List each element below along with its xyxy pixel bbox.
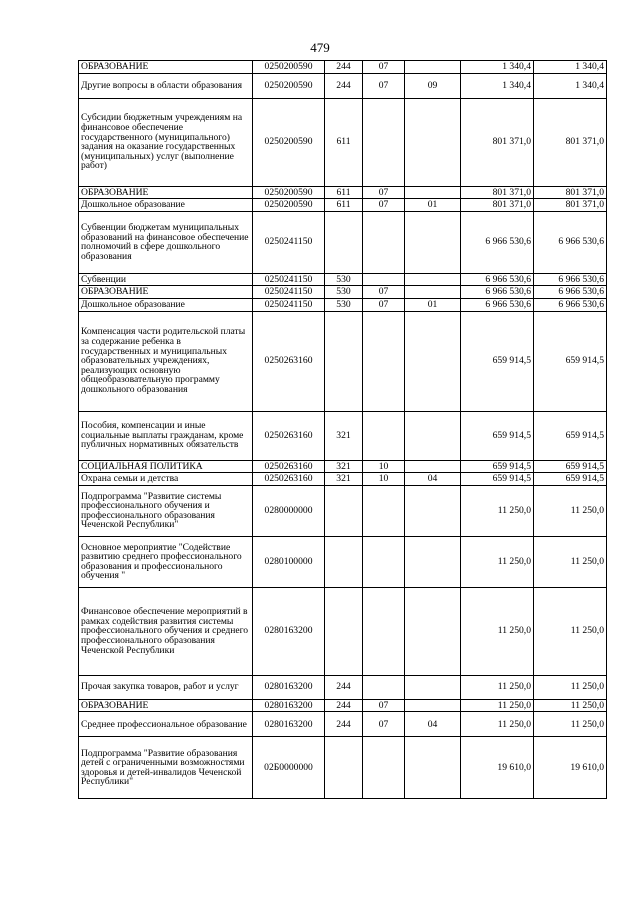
expense-type-cell: 244: [325, 61, 363, 74]
expense-type-cell: 244: [325, 712, 363, 737]
section-cell: 10: [363, 460, 405, 473]
amount-year2-cell: 19 610,0: [534, 737, 607, 799]
section-cell: 07: [363, 199, 405, 212]
table-row: [79, 273, 607, 286]
amount-year2-cell: 801 371,0: [534, 199, 607, 212]
section-cell: [363, 311, 405, 411]
subsection-cell: 09: [405, 73, 461, 98]
expense-type-cell: [325, 485, 363, 536]
target-article-cell: 0250241150: [253, 211, 325, 273]
target-article-cell: 0280163200: [253, 587, 325, 675]
target-article-cell: 0280163200: [253, 675, 325, 699]
amount-year2-cell: 659 914,5: [534, 460, 607, 473]
subsection-cell: [405, 675, 461, 699]
item-name-cell: СОЦИАЛЬНАЯ ПОЛИТИКА: [79, 460, 253, 473]
amount-year1-cell: 801 371,0: [461, 199, 534, 212]
amount-year1-cell: 659 914,5: [461, 460, 534, 473]
section-cell: 07: [363, 286, 405, 299]
target-article-cell: 02Б0000000: [253, 737, 325, 799]
table-row: [79, 211, 607, 273]
amount-year1-cell: 11 250,0: [461, 699, 534, 712]
table-row: [79, 473, 607, 486]
table-row: [79, 199, 607, 212]
target-article-cell: 0250241150: [253, 273, 325, 286]
item-name-cell: ОБРАЗОВАНИЕ: [79, 286, 253, 299]
table-row: [79, 587, 607, 675]
item-name-cell: ОБРАЗОВАНИЕ: [79, 699, 253, 712]
item-name-cell: Другие вопросы в области образования: [79, 73, 253, 98]
amount-year1-cell: 11 250,0: [461, 536, 534, 587]
amount-year1-cell: 659 914,5: [461, 473, 534, 486]
expense-type-cell: [325, 737, 363, 799]
amount-year1-cell: 659 914,5: [461, 411, 534, 460]
subsection-cell: [405, 536, 461, 587]
amount-year2-cell: 801 371,0: [534, 98, 607, 186]
table-row: [79, 311, 607, 411]
amount-year2-cell: 11 250,0: [534, 536, 607, 587]
item-name-cell: ОБРАЗОВАНИЕ: [79, 61, 253, 74]
expense-type-cell: [325, 311, 363, 411]
table-row: [79, 73, 607, 98]
table-row: [79, 186, 607, 199]
subsection-cell: [405, 211, 461, 273]
table-row: [79, 699, 607, 712]
target-article-cell: 0250263160: [253, 311, 325, 411]
table-row: [79, 675, 607, 699]
subsection-cell: [405, 411, 461, 460]
expense-type-cell: 530: [325, 298, 363, 311]
subsection-cell: [405, 460, 461, 473]
table-row: [79, 411, 607, 460]
amount-year1-cell: 11 250,0: [461, 485, 534, 536]
item-name-cell: Подпрограмма "Развитие системы профессионального обучения и профессионального образования Чеченской Республики": [79, 485, 253, 536]
table-row: [79, 536, 607, 587]
expense-type-cell: 530: [325, 286, 363, 299]
amount-year2-cell: 6 966 530,6: [534, 211, 607, 273]
target-article-cell: 0250200590: [253, 73, 325, 98]
subsection-cell: [405, 485, 461, 536]
amount-year2-cell: 11 250,0: [534, 712, 607, 737]
item-name-cell: Подпрограмма "Развитие образования детей с ограниченными возможностями здоровья и детей-инвалидов Чеченской Республики": [79, 737, 253, 799]
amount-year2-cell: 6 966 530,6: [534, 298, 607, 311]
item-name-cell: ОБРАЗОВАНИЕ: [79, 186, 253, 199]
amount-year2-cell: 11 250,0: [534, 675, 607, 699]
amount-year1-cell: 6 966 530,6: [461, 273, 534, 286]
amount-year1-cell: 1 340,4: [461, 61, 534, 74]
section-cell: [363, 98, 405, 186]
section-cell: 07: [363, 61, 405, 74]
subsection-cell: [405, 61, 461, 74]
expense-type-cell: [325, 211, 363, 273]
expense-type-cell: [325, 536, 363, 587]
table-row: [79, 460, 607, 473]
target-article-cell: 0250263160: [253, 460, 325, 473]
budget-table: [78, 60, 607, 799]
amount-year2-cell: 1 340,4: [534, 73, 607, 98]
table-row: [79, 98, 607, 186]
item-name-cell: Среднее профессиональное образование: [79, 712, 253, 737]
item-name-cell: Прочая закупка товаров, работ и услуг: [79, 675, 253, 699]
section-cell: 07: [363, 699, 405, 712]
item-name-cell: Дошкольное образование: [79, 298, 253, 311]
expense-type-cell: [325, 587, 363, 675]
item-name-cell: Субвенции: [79, 273, 253, 286]
subsection-cell: [405, 98, 461, 186]
target-article-cell: 0250241150: [253, 298, 325, 311]
amount-year2-cell: 6 966 530,6: [534, 286, 607, 299]
table-row: [79, 61, 607, 74]
table-row: [79, 712, 607, 737]
amount-year1-cell: 11 250,0: [461, 675, 534, 699]
target-article-cell: 0250200590: [253, 186, 325, 199]
section-cell: 07: [363, 186, 405, 199]
section-cell: [363, 273, 405, 286]
subsection-cell: [405, 311, 461, 411]
amount-year1-cell: 801 371,0: [461, 186, 534, 199]
target-article-cell: 0280000000: [253, 485, 325, 536]
amount-year2-cell: 11 250,0: [534, 587, 607, 675]
amount-year1-cell: 801 371,0: [461, 98, 534, 186]
subsection-cell: [405, 186, 461, 199]
page-number: 479: [310, 40, 330, 55]
expense-type-cell: 611: [325, 186, 363, 199]
subsection-cell: [405, 587, 461, 675]
amount-year1-cell: 6 966 530,6: [461, 286, 534, 299]
subsection-cell: [405, 273, 461, 286]
target-article-cell: 0280100000: [253, 536, 325, 587]
table-row: [79, 286, 607, 299]
amount-year2-cell: 6 966 530,6: [534, 273, 607, 286]
expense-type-cell: 611: [325, 199, 363, 212]
item-name-cell: Дошкольное образование: [79, 199, 253, 212]
expense-type-cell: 244: [325, 73, 363, 98]
amount-year1-cell: 659 914,5: [461, 311, 534, 411]
section-cell: 07: [363, 712, 405, 737]
amount-year2-cell: 659 914,5: [534, 473, 607, 486]
table-row: [79, 298, 607, 311]
section-cell: 07: [363, 298, 405, 311]
expense-type-cell: 530: [325, 273, 363, 286]
section-cell: [363, 675, 405, 699]
section-cell: [363, 411, 405, 460]
amount-year1-cell: 6 966 530,6: [461, 211, 534, 273]
target-article-cell: 0280163200: [253, 712, 325, 737]
item-name-cell: Субвенции бюджетам муниципальных образований на финансовое обеспечение полномочий в сфере дошкольного образования: [79, 211, 253, 273]
subsection-cell: 04: [405, 712, 461, 737]
amount-year2-cell: 11 250,0: [534, 699, 607, 712]
target-article-cell: 0280163200: [253, 699, 325, 712]
budget-table-body: [79, 61, 607, 799]
section-cell: [363, 737, 405, 799]
amount-year1-cell: 11 250,0: [461, 712, 534, 737]
subsection-cell: [405, 737, 461, 799]
item-name-cell: Субсидии бюджетным учреждениям на финансовое обеспечение государственного (муниципального) задания на оказание государственных (муниципальных) услуг (выполнение работ): [79, 98, 253, 186]
expense-type-cell: 244: [325, 699, 363, 712]
section-cell: 10: [363, 473, 405, 486]
item-name-cell: Основное мероприятие "Содействие развитию среднего профессионального образования и профессионального обучения ": [79, 536, 253, 587]
section-cell: [363, 536, 405, 587]
section-cell: [363, 587, 405, 675]
subsection-cell: 01: [405, 199, 461, 212]
target-article-cell: 0250200590: [253, 98, 325, 186]
item-name-cell: Охрана семьи и детства: [79, 473, 253, 486]
amount-year2-cell: 801 371,0: [534, 186, 607, 199]
expense-type-cell: 244: [325, 675, 363, 699]
target-article-cell: 0250263160: [253, 473, 325, 486]
expense-type-cell: 321: [325, 411, 363, 460]
expense-type-cell: 321: [325, 460, 363, 473]
amount-year1-cell: 11 250,0: [461, 587, 534, 675]
item-name-cell: Финансовое обеспечение мероприятий в рамках содействия развития системы профессионального обучения и среднего профессионального образования Чеченской Республики: [79, 587, 253, 675]
expense-type-cell: 611: [325, 98, 363, 186]
target-article-cell: 0250200590: [253, 199, 325, 212]
subsection-cell: [405, 699, 461, 712]
subsection-cell: [405, 286, 461, 299]
section-cell: 07: [363, 73, 405, 98]
amount-year2-cell: 659 914,5: [534, 411, 607, 460]
amount-year2-cell: 659 914,5: [534, 311, 607, 411]
target-article-cell: 0250241150: [253, 286, 325, 299]
amount-year1-cell: 19 610,0: [461, 737, 534, 799]
amount-year2-cell: 1 340,4: [534, 61, 607, 74]
subsection-cell: 04: [405, 473, 461, 486]
amount-year2-cell: 11 250,0: [534, 485, 607, 536]
target-article-cell: 0250263160: [253, 411, 325, 460]
section-cell: [363, 485, 405, 536]
item-name-cell: Компенсация части родительской платы за содержание ребенка в государственных и муниципальных образовательных учреждениях, реализующих основную общеобразовательную программу дошкольного образования: [79, 311, 253, 411]
table-row: [79, 485, 607, 536]
expense-type-cell: 321: [325, 473, 363, 486]
amount-year1-cell: 6 966 530,6: [461, 298, 534, 311]
table-row: [79, 737, 607, 799]
item-name-cell: Пособия, компенсации и иные социальные выплаты гражданам, кроме публичных нормативных обязательств: [79, 411, 253, 460]
amount-year1-cell: 1 340,4: [461, 73, 534, 98]
subsection-cell: 01: [405, 298, 461, 311]
target-article-cell: 0250200590: [253, 61, 325, 74]
section-cell: [363, 211, 405, 273]
